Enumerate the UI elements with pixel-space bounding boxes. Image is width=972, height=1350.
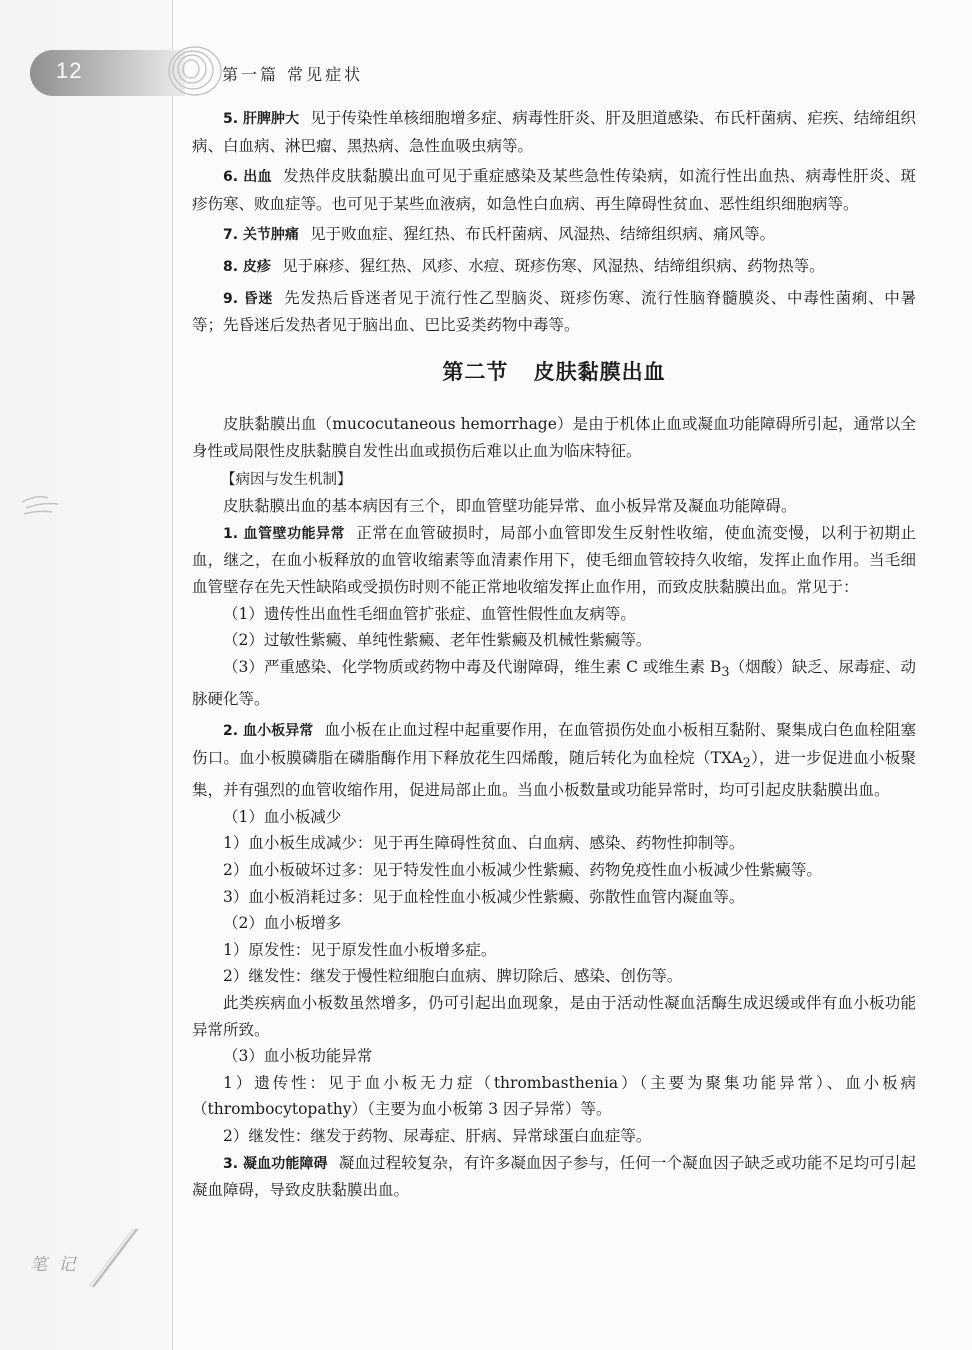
margin-rule (172, 0, 173, 1350)
item-text: 见于败血症、猩红热、布氏杆菌病、风湿热、结缔组织病、痛风等。 (310, 225, 776, 244)
section-intro: 皮肤黏膜出血（mucocutaneous hemorrhage）是由于机体止血或凝血功能障碍所引起，通常以全身性或局限性皮肤黏膜自发性出血或损伤后难以止血为临床特征。 (192, 415, 916, 460)
vessel-item-2: （2）过敏性紫癜、单纯性紫癜、老年性紫癜及机械性紫癜等。 (223, 631, 652, 650)
item-text: 见于传染性单核细胞增多症、病毒性肝炎、肝及胆道感染、布氏杆菌病、疟疾、结缔组织病、白血病、淋巴瘤、黑热病、急性血吸虫病等。 (192, 109, 916, 155)
pen-scribble-icon (18, 488, 78, 528)
coag-paragraph (192, 1150, 916, 1204)
top-item-5 (192, 105, 916, 159)
platelet-line: 2）继发性：继发于慢性粒细胞白血病、脾切除后、感染、创伤等。 (223, 967, 683, 986)
part-title: 第一篇 常见症状 (222, 65, 364, 84)
platelet-line: 2）继发性：继发于药物、尿毒症、肝病、异常球蛋白血症等。 (223, 1126, 652, 1145)
vessel-item-3-pre: （3）严重感染、化学物质或药物中毒及代谢障碍，维生素 C 或维生素 B (223, 657, 722, 676)
bracket-heading: 【病因与发生机制】 (221, 471, 352, 488)
item-text: 发热伴皮肤黏膜出血可见于重症感染及某些急性传染病，如流行性出血热、病毒性肝炎、斑疹伤寒、败血症等。也可见于某些血液病，如急性白血病、再生障碍性贫血、恶性组织细胞病等。 (192, 167, 916, 213)
subscript: 3 (721, 664, 730, 680)
page-number-tab (30, 50, 185, 96)
top-item-9 (192, 285, 916, 339)
section-heading (192, 359, 916, 386)
item-text: 见于麻疹、猩红热、风疹、水痘、斑疹伤寒、风湿热、结缔组织病、药物热等。 (282, 256, 825, 275)
platelet-line: 1）原发性：见于原发性血小板增多症。 (223, 940, 497, 959)
notes-label: 笔 记 (30, 1255, 79, 1275)
section-title: 皮肤黏膜出血 (533, 359, 666, 384)
swirl-ornament-icon (165, 42, 225, 100)
platelet-line: 1）遗传性：见于血小板无力症（thrombasthenia）（主要为聚集功能异常）、血小板病（thrombocytopathy）（主要为血小板第 3 因子异常）等。 (192, 1073, 916, 1119)
item-label: 9. 昏迷 (223, 290, 274, 307)
page-number: 12 (56, 58, 83, 83)
top-item-7 (192, 221, 916, 249)
vessel-item-3-post: （烟酸）缺乏、尿毒症、动脉硬化等。 (192, 657, 916, 709)
margin-strip (0, 0, 172, 1350)
platelet-paragraph (192, 717, 916, 804)
platelet-line: 3）血小板消耗过多：见于血栓性血小板减少性紫癜、弥散性血管内凝血等。 (223, 887, 745, 906)
coag-text: 凝血过程较复杂，有许多凝血因子参与，任何一个凝血因子缺乏或功能不足均可引起凝血障碍，导致皮肤黏膜出血。 (192, 1153, 916, 1200)
subscript: 2 (742, 755, 751, 771)
item-label: 8. 皮疹 (223, 258, 271, 275)
pen-icon (85, 1225, 145, 1295)
item-label: 5. 肝脾肿大 (223, 111, 300, 127)
platelet-line: 2）血小板破坏过多：见于特发性血小板减少性紫癜、药物免疫性血小板减少性紫癜等。 (223, 861, 822, 880)
item-label: 7. 关节肿痛 (223, 227, 299, 244)
section-number: 第二节 (442, 359, 509, 384)
platelet-label: 2. 血小板异常 (223, 722, 314, 739)
platelet-line: （3）血小板功能异常 (223, 1047, 373, 1066)
platelet-line: （2）血小板增多 (223, 914, 342, 933)
top-item-6 (192, 163, 916, 217)
platelet-text-a: 血小板在止血过程中起重要作用，在血管损伤处血小板相互黏附、聚集成白色血栓阻塞伤口。血小板膜磷脂在磷脂酶作用下释放花生四烯酸，随后转化为血栓烷（TXA (192, 720, 916, 767)
overview-paragraph: 皮肤黏膜出血的基本病因有三个，即血管壁功能异常、血小板异常及凝血功能障碍。 (223, 497, 797, 516)
platelet-text-b: ），进一步促进血小板聚集，并有强烈的血管收缩作用，促进局部止血。当血小板数量或功能异常时，均可引起皮肤黏膜出血。 (192, 748, 916, 800)
item-label: 6. 出血 (223, 169, 272, 186)
vessel-item-3 (192, 654, 916, 713)
item-text: 先发热后昏迷者见于流行性乙型脑炎、斑疹伤寒、流行性脑脊髓膜炎、中毒性菌痢、中暑等；先昏迷后发热者见于脑出血、巴比妥类药物中毒等。 (192, 288, 916, 335)
top-item-8 (192, 253, 916, 281)
platelet-line: 此类疾病血小板数虽然增多，仍可引起出血现象，是由于活动性凝血活酶生成迟缓或伴有血小板功能异常所致。 (192, 994, 916, 1039)
vessel-paragraph (192, 520, 916, 601)
platelet-line: （1）血小板减少 (223, 807, 342, 826)
vessel-item-1: （1）遗传性出血性毛细血管扩张症、血管性假性血友病等。 (223, 604, 636, 623)
page-content (192, 105, 916, 1204)
platelet-line: 1）血小板生成减少：见于再生障碍性贫血、白血病、感染、药物性抑制等。 (223, 834, 745, 853)
vessel-text: 正常在血管破损时，局部小血管即发生反射性收缩，使血流变慢，以利于初期止血，继之，在血小板释放的血管收缩素等血清素作用下，使毛细血管较持久收缩，发挥止血作用。当毛细血管壁存在先天性缺陷或受损伤时则不能正常地收缩发挥止血作用，而致皮肤黏膜出血。常见于： (192, 523, 916, 596)
coag-label: 3. 凝血功能障碍 (223, 1155, 328, 1172)
vessel-label: 1. 血管壁功能异常 (223, 525, 346, 542)
